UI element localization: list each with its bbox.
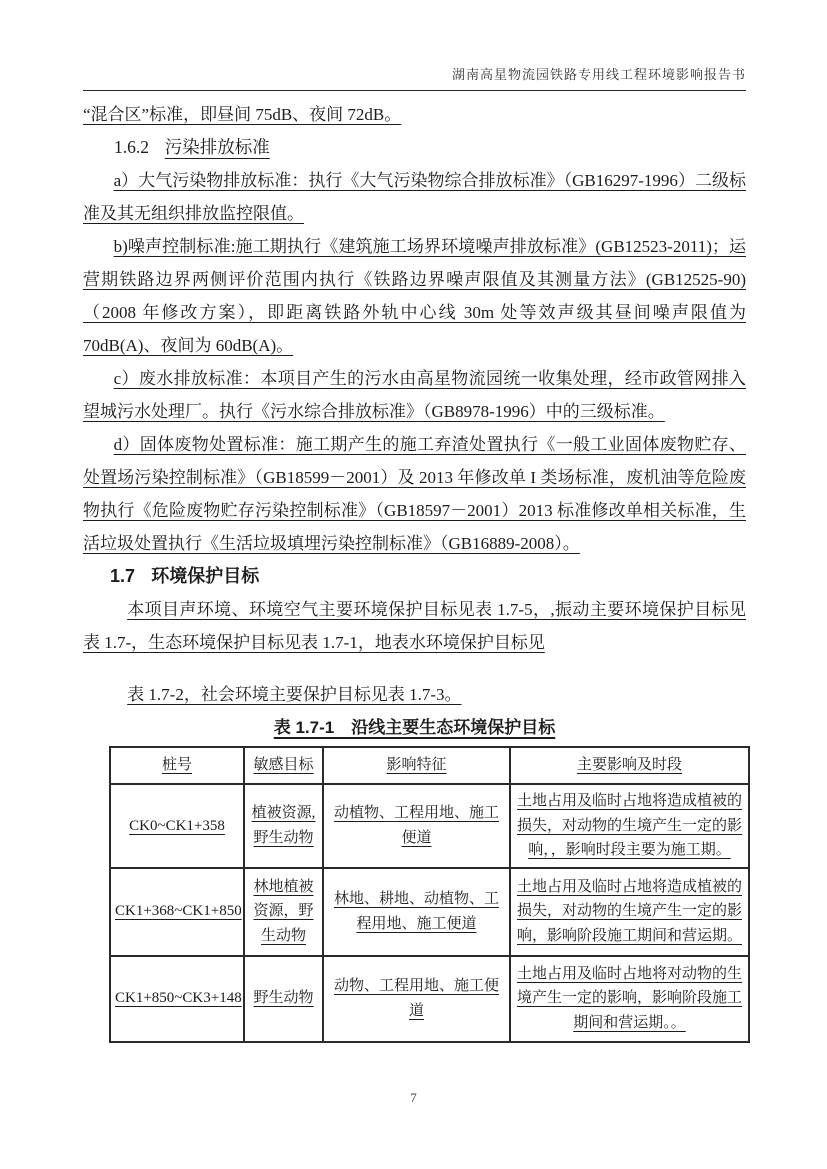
table-header-cell-impact-feature: 影响特征 xyxy=(323,747,510,784)
table-cell-stake: CK0~CK1+358 xyxy=(110,784,244,868)
paragraph-protection-targets-2: 表 1.7-2，社会环境主要保护目标见表 1.7-3。 xyxy=(127,685,462,704)
table-header-cell-stake: 桩号 xyxy=(110,747,244,784)
table-row xyxy=(110,784,749,868)
table-cell-main-impact: 土地占用及临时占地将对动物的生境产生一定的影响，影响阶段施工期间和营运期。。 xyxy=(510,956,749,1042)
section-heading-1-7 xyxy=(83,560,746,593)
table-cell-impact-feature: 林地、耕地、动植物、工程用地、施工便道 xyxy=(323,868,510,956)
document-body xyxy=(83,98,746,1043)
table-header-row xyxy=(110,747,749,784)
table-row xyxy=(110,868,749,956)
section-number: 1.6.2 xyxy=(114,137,149,157)
paragraph-air-pollutant-standard: a）大气污染物排放标准：执行《大气污染物综合排放标准》（GB16297-1996）二级标准及其无组织排放监控限值。 xyxy=(83,171,746,223)
paragraph-mixed-zone-standard: “混合区”标准，即昼间 75dB、夜间 72dB。 xyxy=(83,105,402,124)
table-row xyxy=(110,956,749,1042)
table-cell-stake: CK1+368~CK1+850 xyxy=(110,868,244,956)
table-cell-sensitive-target: 野生动物 xyxy=(244,956,323,1042)
table-cell-stake: CK1+850~CK3+148 xyxy=(110,956,244,1042)
page-header xyxy=(83,64,746,91)
table-cell-sensitive-target: 植被资源, 野生动物 xyxy=(244,784,323,868)
section-number: 1.7 xyxy=(110,566,136,586)
section-heading-1-6-2 xyxy=(83,131,746,164)
table-header-cell-main-impact: 主要影响及时段 xyxy=(510,747,749,784)
table-caption: 表 1.7-1 沿线主要生态环境保护目标 xyxy=(273,718,556,737)
paragraph-wastewater-standard: c）废水排放标准：本项目产生的污水由高星物流园统一收集处理，经市政管网排入望城污水处理厂。执行《污水综合排放标准》（GB8978-1996）中的三级标准。 xyxy=(83,369,746,421)
paragraph-solid-waste-standard: d）固体废物处置标准：施工期产生的施工弃渣处置执行《一般工业固体废物贮存、处置场污染控制标准》（GB18599－2001）及 2013 年修改单 I 类场标准，废机油等危险废物执行《危险废物贮存污染控制标准》（GB18597－2001）2013 标准修改单相关标准，生活垃圾处置执行《生活垃圾填埋污染控制标准》（GB16889-2008）。 xyxy=(83,435,746,553)
paragraph-protection-targets-1: 本项目声环境、环境空气主要环境保护目标见表 1.7-5，,振动主要环境保护目标见表 1.7-，生态环境保护目标见表 1.7-1，地表水环境保护目标见 xyxy=(83,600,746,652)
section-title: 污染排放标准 xyxy=(164,137,270,157)
section-title: 环境保护目标 xyxy=(151,566,260,586)
table-cell-impact-feature: 动物、工程用地、施工便道 xyxy=(323,956,510,1042)
paragraph-noise-control-standard: b)噪声控制标准:施工期执行《建筑施工场界环境噪声排放标准》(GB12523-2011)；运营期铁路边界两侧评价范围内执行《铁路边界噪声限值及其测量方法》(GB12525-90)（2008 年修改方案），即距离铁路外轨中心线 30m 处等效声级其昼间噪声限值为70dB(A)、夜间为 60dB(A)。 xyxy=(83,237,746,355)
page-number: 7 xyxy=(410,1090,417,1105)
eco-protection-targets-table xyxy=(109,746,750,1043)
table-cell-main-impact: 土地占用及临时占地将造成植被的损失，对动物的生境产生一定的影响，，影响时段主要为施工期。 xyxy=(510,784,749,868)
page-header-title: 湖南高星物流园铁路专用线工程环境影响报告书 xyxy=(451,67,746,82)
table-cell-main-impact: 土地占用及临时占地将造成植被的损失，对动物的生境产生一定的影响，影响阶段施工期间和营运期。 xyxy=(510,868,749,956)
table-cell-impact-feature: 动植物、工程用地、施工便道 xyxy=(323,784,510,868)
table-cell-sensitive-target: 林地植被资源，野生动物 xyxy=(244,868,323,956)
table-header-cell-sensitive-target: 敏感目标 xyxy=(244,747,323,784)
